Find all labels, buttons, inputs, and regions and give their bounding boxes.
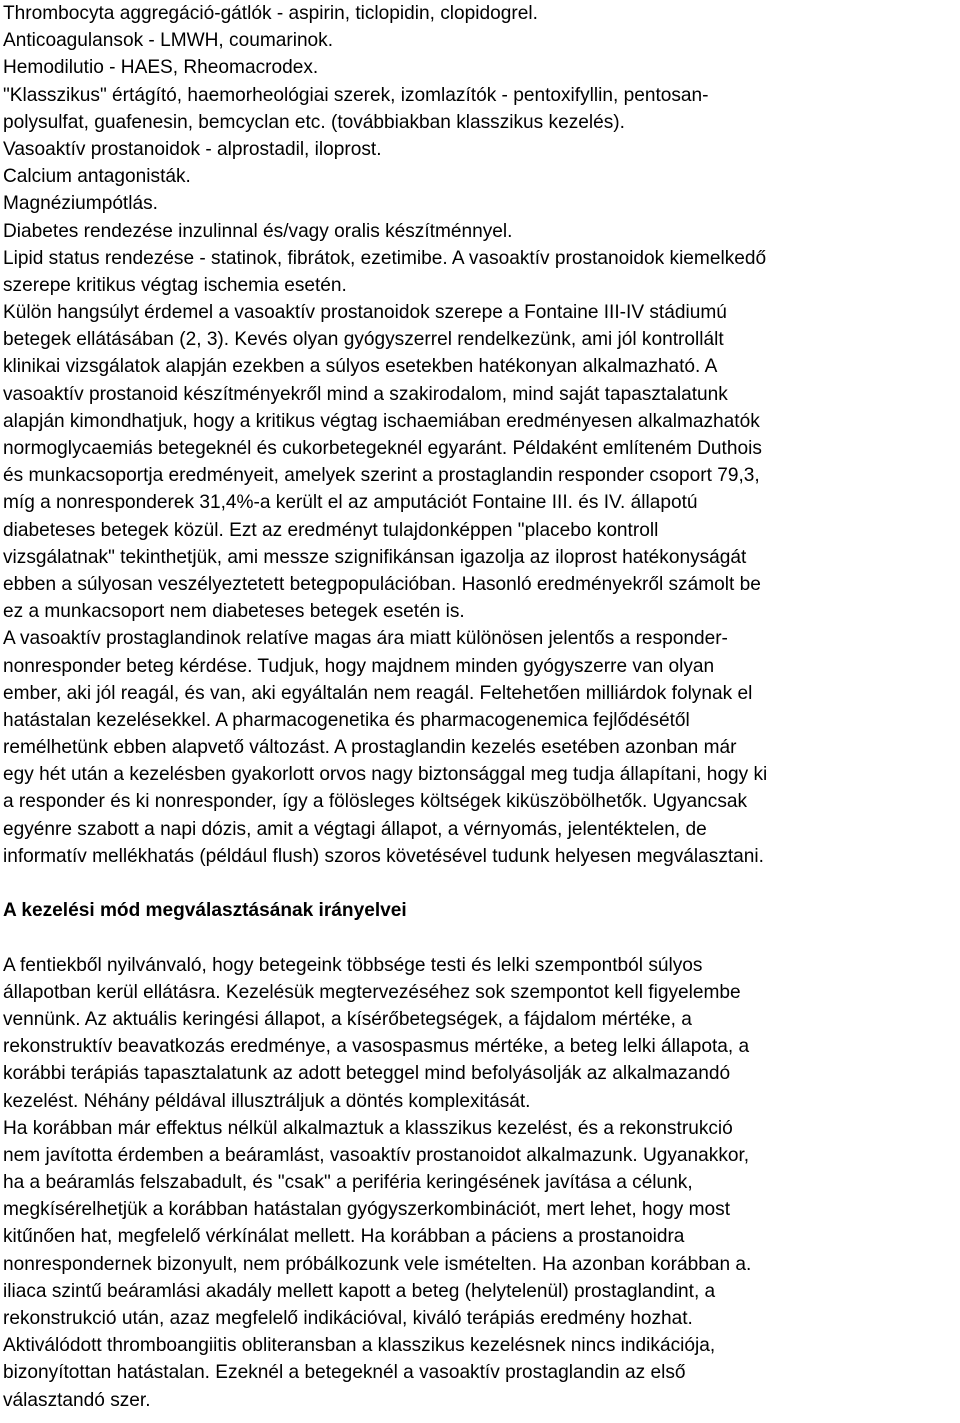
text-line: egyénre szabott a napi dózis, amit a végtagi állapot, a vérnyomás, jelentéktelen, de [3,818,707,840]
text-line: A fentiekből nyilvánvaló, hogy betegeink többsége testi és lelki szempontból súlyos [3,954,703,976]
text-line: választandó szer. [3,1389,151,1411]
text-line: polysulfat, guafenesin, bemcyclan etc. (továbbiakban klasszikus kezelés). [3,111,625,133]
text-line: Vasoaktív prostanoidok - alprostadil, iloprost. [3,138,382,160]
document-page [3,0,957,1414]
text-line: megkísérelhetjük a korábban hatástalan gyógyszerkombinációt, mert lehet, hogy most [3,1199,731,1221]
text-line: alapján kimondhatjuk, hogy a kritikus végtag ischaemiában eredményesen alkalmazhatók [3,410,760,432]
text-line: klinikai vizsgálatok alapján ezekben a súlyos esetekben hatékonyan alkalmazható. A [3,356,718,378]
text-block-treatments [3,0,957,870]
text-line: és munkacsoportja eredményeit, amelyek szerint a prostaglandin responder csoport 79,3, [3,465,760,487]
text-line: nonresponder beteg kérdése. Tudjuk, hogy majdnem minden gyógyszerre van olyan [3,655,715,677]
text-line: nonrespondernek bizonyult, nem próbálkozunk vele ismételten. Ha azonban korábban a. [3,1253,752,1275]
text-line: ebben a súlyosan veszélyeztetett betegpopulációban. Hasonló eredményekről számolt be [3,573,761,595]
text-line: rekonstruktív beavatkozás eredménye, a vasospasmus mértéke, a beteg lelki állapota, a [3,1036,750,1058]
text-line: nem javította érdemben a beáramlást, vasoaktív prostanoidot alkalmazunk. Ugyanakkor, [3,1144,750,1166]
text-line: Diabetes rendezése inzulinnal és/vagy oralis készítménnyel. [3,220,513,242]
text-line: kitűnően hat, megfelelő vérkínálat mellett. Ha korábban a páciens a prostanoidra [3,1226,685,1248]
text-line: ember, aki jól reagál, és van, aki egyáltalán nem reagál. Feltehetően milliárdok folynak el [3,682,753,704]
text-line: Hemodilutio - HAES, Rheomacrodex. [3,57,319,79]
text-line: egy hét után a kezelésben gyakorlott orvos nagy biztonsággal meg tudja állapítani, hogy ki [3,764,768,786]
text-line: ha a beáramlás felszabadult, és "csak" a periféria keringésének javítása a célunk, [3,1172,693,1194]
text-line: normoglycaemiás betegeknél és cukorbetegeknél egyaránt. Példaként említeném Duthois [3,438,762,459]
text-line: Thrombocyta aggregáció-gátlók - aspirin, ticlopidin, clopidogrel. [3,3,538,24]
text-line: informatív mellékhatás (például flush) szoros követésével tudunk helyesen megválasztani. [3,845,764,867]
text-block-guidelines [3,952,957,1414]
text-line: diabeteses betegek közül. Ezt az eredményt tulajdonképpen "placebo kontroll [3,519,659,541]
text-line: a responder és ki nonresponder, így a fölösleges költségek kiküszöbölhetők. Ugyancsak [3,791,748,813]
section-heading: A kezelési mód megválasztásának irányelvei [3,900,407,922]
text-line: Ha korábban már effektus nélkül alkalmaztuk a klasszikus kezelést, és a rekonstrukció [3,1117,733,1139]
text-line: remélhetünk ebben alapvető változást. A prostaglandin kezelés esetében azonban már [3,737,737,759]
text-line: bizonyítottan hatástalan. Ezeknél a betegeknél a vasoaktív prostaglandin az első [3,1362,686,1384]
text-line: betegek ellátásában (2, 3). Kevés olyan gyógyszerrel rendelkezünk, ami jól kontrollált [3,329,724,351]
text-line: vasoaktív prostanoid készítményekről mind a szakirodalom, mind saját tapasztalatunk [3,383,728,405]
text-line: Lipid status rendezése - statinok, fibrátok, ezetimibe. A vasoaktív prostanoidok kiemelkedő [3,247,767,269]
text-line: Calcium antagonisták. [3,166,191,188]
text-line: korábbi terápiás tapasztalatunk az adott beteggel mind befolyásolják az alkalmazandó [3,1063,731,1085]
text-line: Aktiválódott thromboangiitis obliteransban a klasszikus kezelésnek nincs indikációja, [3,1335,716,1357]
text-line: állapotban kerül ellátásra. Kezelésük megtervezéséhez sok szempontot kell figyelembe [3,981,741,1003]
text-line: hatástalan kezelésekkel. A pharmacogenetika és pharmacogenemica fejlődésétől [3,709,690,731]
text-line: míg a nonresponderek 31,4%-a került el az amputációt Fontaine III. és IV. állapotú [3,492,698,514]
paragraph-gap [3,870,957,897]
text-line: kezelést. Néhány példával illusztráljuk a döntés komplexitását. [3,1090,531,1112]
paragraph-gap [3,924,957,951]
text-line: szerepe kritikus végtag ischemia esetén. [3,274,347,296]
text-line: "Klasszikus" értágító, haemorheológiai szerek, izomlazítók - pentoxifyllin, pentosan- [3,84,709,106]
text-line: iliaca szintű beáramlási akadály mellett kapott a beteg (helytelenül) prostaglandint, a [3,1280,716,1302]
text-line: A vasoaktív prostaglandinok relatíve magas ára miatt különösen jelentős a responder- [3,628,728,650]
text-line: Magnéziumpótlás. [3,193,158,215]
text-line: ez a munkacsoport nem diabeteses betegek esetén is. [3,601,465,623]
text-line: Anticoagulansok - LMWH, coumarinok. [3,30,334,52]
text-line: vennünk. Az aktuális keringési állapot, a kísérőbetegségek, a fájdalom mértéke, a [3,1008,692,1030]
text-line: rekonstrukció után, azaz megfelelő indikációval, kiváló terápiás eredmény hozhat. [3,1308,693,1329]
text-line: vizsgálatnak" tekinthetjük, ami messze szignifikánsan igazolja az iloprost hatékonyságát [3,546,747,568]
text-line: Külön hangsúlyt érdemel a vasoaktív prostanoidok szerepe a Fontaine III-IV stádiumú [3,302,727,324]
